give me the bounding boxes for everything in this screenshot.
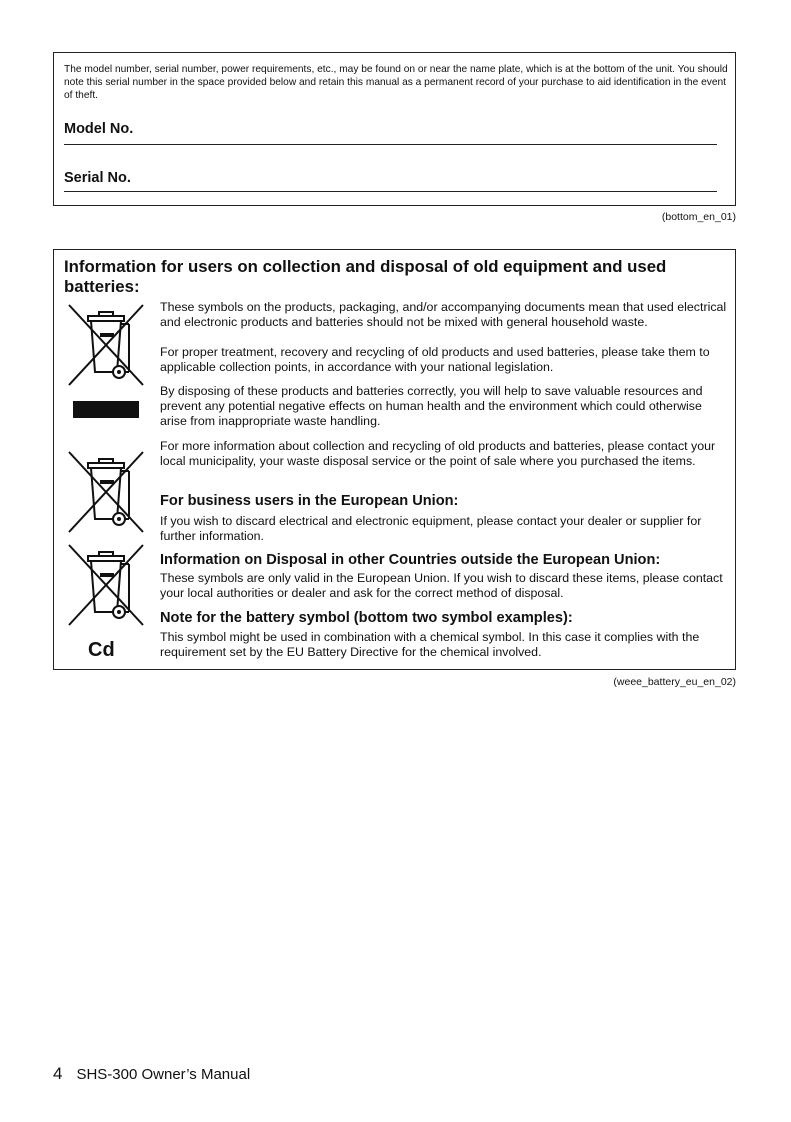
other-countries-text: These symbols are only valid in the European Union. If you wish to discard these items, please contact your local authorities or dealer and ask for the correct method of disposal. — [160, 571, 723, 600]
crossed-bin-battery-icon — [66, 449, 146, 535]
battery-symbol-heading: Note for the battery symbol (bottom two symbol examples): — [160, 610, 573, 626]
page-footer — [53, 1064, 250, 1084]
symbols-meaning-text: These symbols on the products, packaging, and/or accompanying documents mean that used electrical and electronic products and batteries should not be mixed with general household waste. — [160, 300, 727, 329]
crossed-bin-cd-icon — [66, 542, 146, 628]
model-no-label: Model No. — [64, 121, 134, 137]
weee-ref-code: (weee_battery_eu_en_02) — [613, 676, 736, 688]
model-no-line — [64, 144, 717, 145]
weee-disposal-box — [53, 249, 736, 670]
serial-no-label: Serial No. — [64, 170, 131, 186]
proper-treatment-text: For proper treatment, recovery and recycling of old products and used batteries, please take them to applicable collection points, in accordance with your national legislation. — [160, 345, 710, 374]
more-info-text: For more information about collection and recycling of old products and batteries, please contact your local municipality, your waste disposal service or the point of sale where you purchased the items. — [160, 439, 716, 468]
model-serial-box — [53, 52, 736, 206]
battery-symbol-text: This symbol might be used in combination with a chemical symbol. In this case it complies with the requirement set by the EU Battery Directive for the chemical involved. — [160, 630, 700, 659]
bin-underline-bar — [73, 401, 139, 418]
crossed-bin-icon — [66, 302, 146, 388]
manual-title: SHS-300 Owner’s Manual — [76, 1066, 251, 1083]
cd-chemical-symbol: Cd — [88, 639, 115, 661]
disposal-heading: Information for users on collection and disposal of old equipment and used batteries: — [64, 257, 667, 296]
business-users-text: If you wish to discard electrical and electronic equipment, please contact your dealer or supplier for further information. — [160, 514, 702, 543]
serial-note-text: The model number, serial number, power requirements, etc., may be found on or near the name plate, which is at the bottom of the unit. You should note this serial number in the space provided below and retain this manual as a permanent record of your purchase to aid identification in the event of theft. — [64, 64, 728, 101]
business-users-heading: For business users in the European Union: — [160, 493, 459, 509]
page-number: 4 — [53, 1064, 63, 1083]
disposing-benefits-text: By disposing of these products and batteries correctly, you will help to save valuable resources and prevent any potential negative effects on human health and the environment which could otherwise arise from inappropriate waste handling. — [160, 384, 703, 428]
bottom-ref-code: (bottom_en_01) — [661, 211, 736, 223]
serial-no-line — [64, 191, 717, 192]
other-countries-heading: Information on Disposal in other Countries outside the European Union: — [160, 552, 661, 568]
